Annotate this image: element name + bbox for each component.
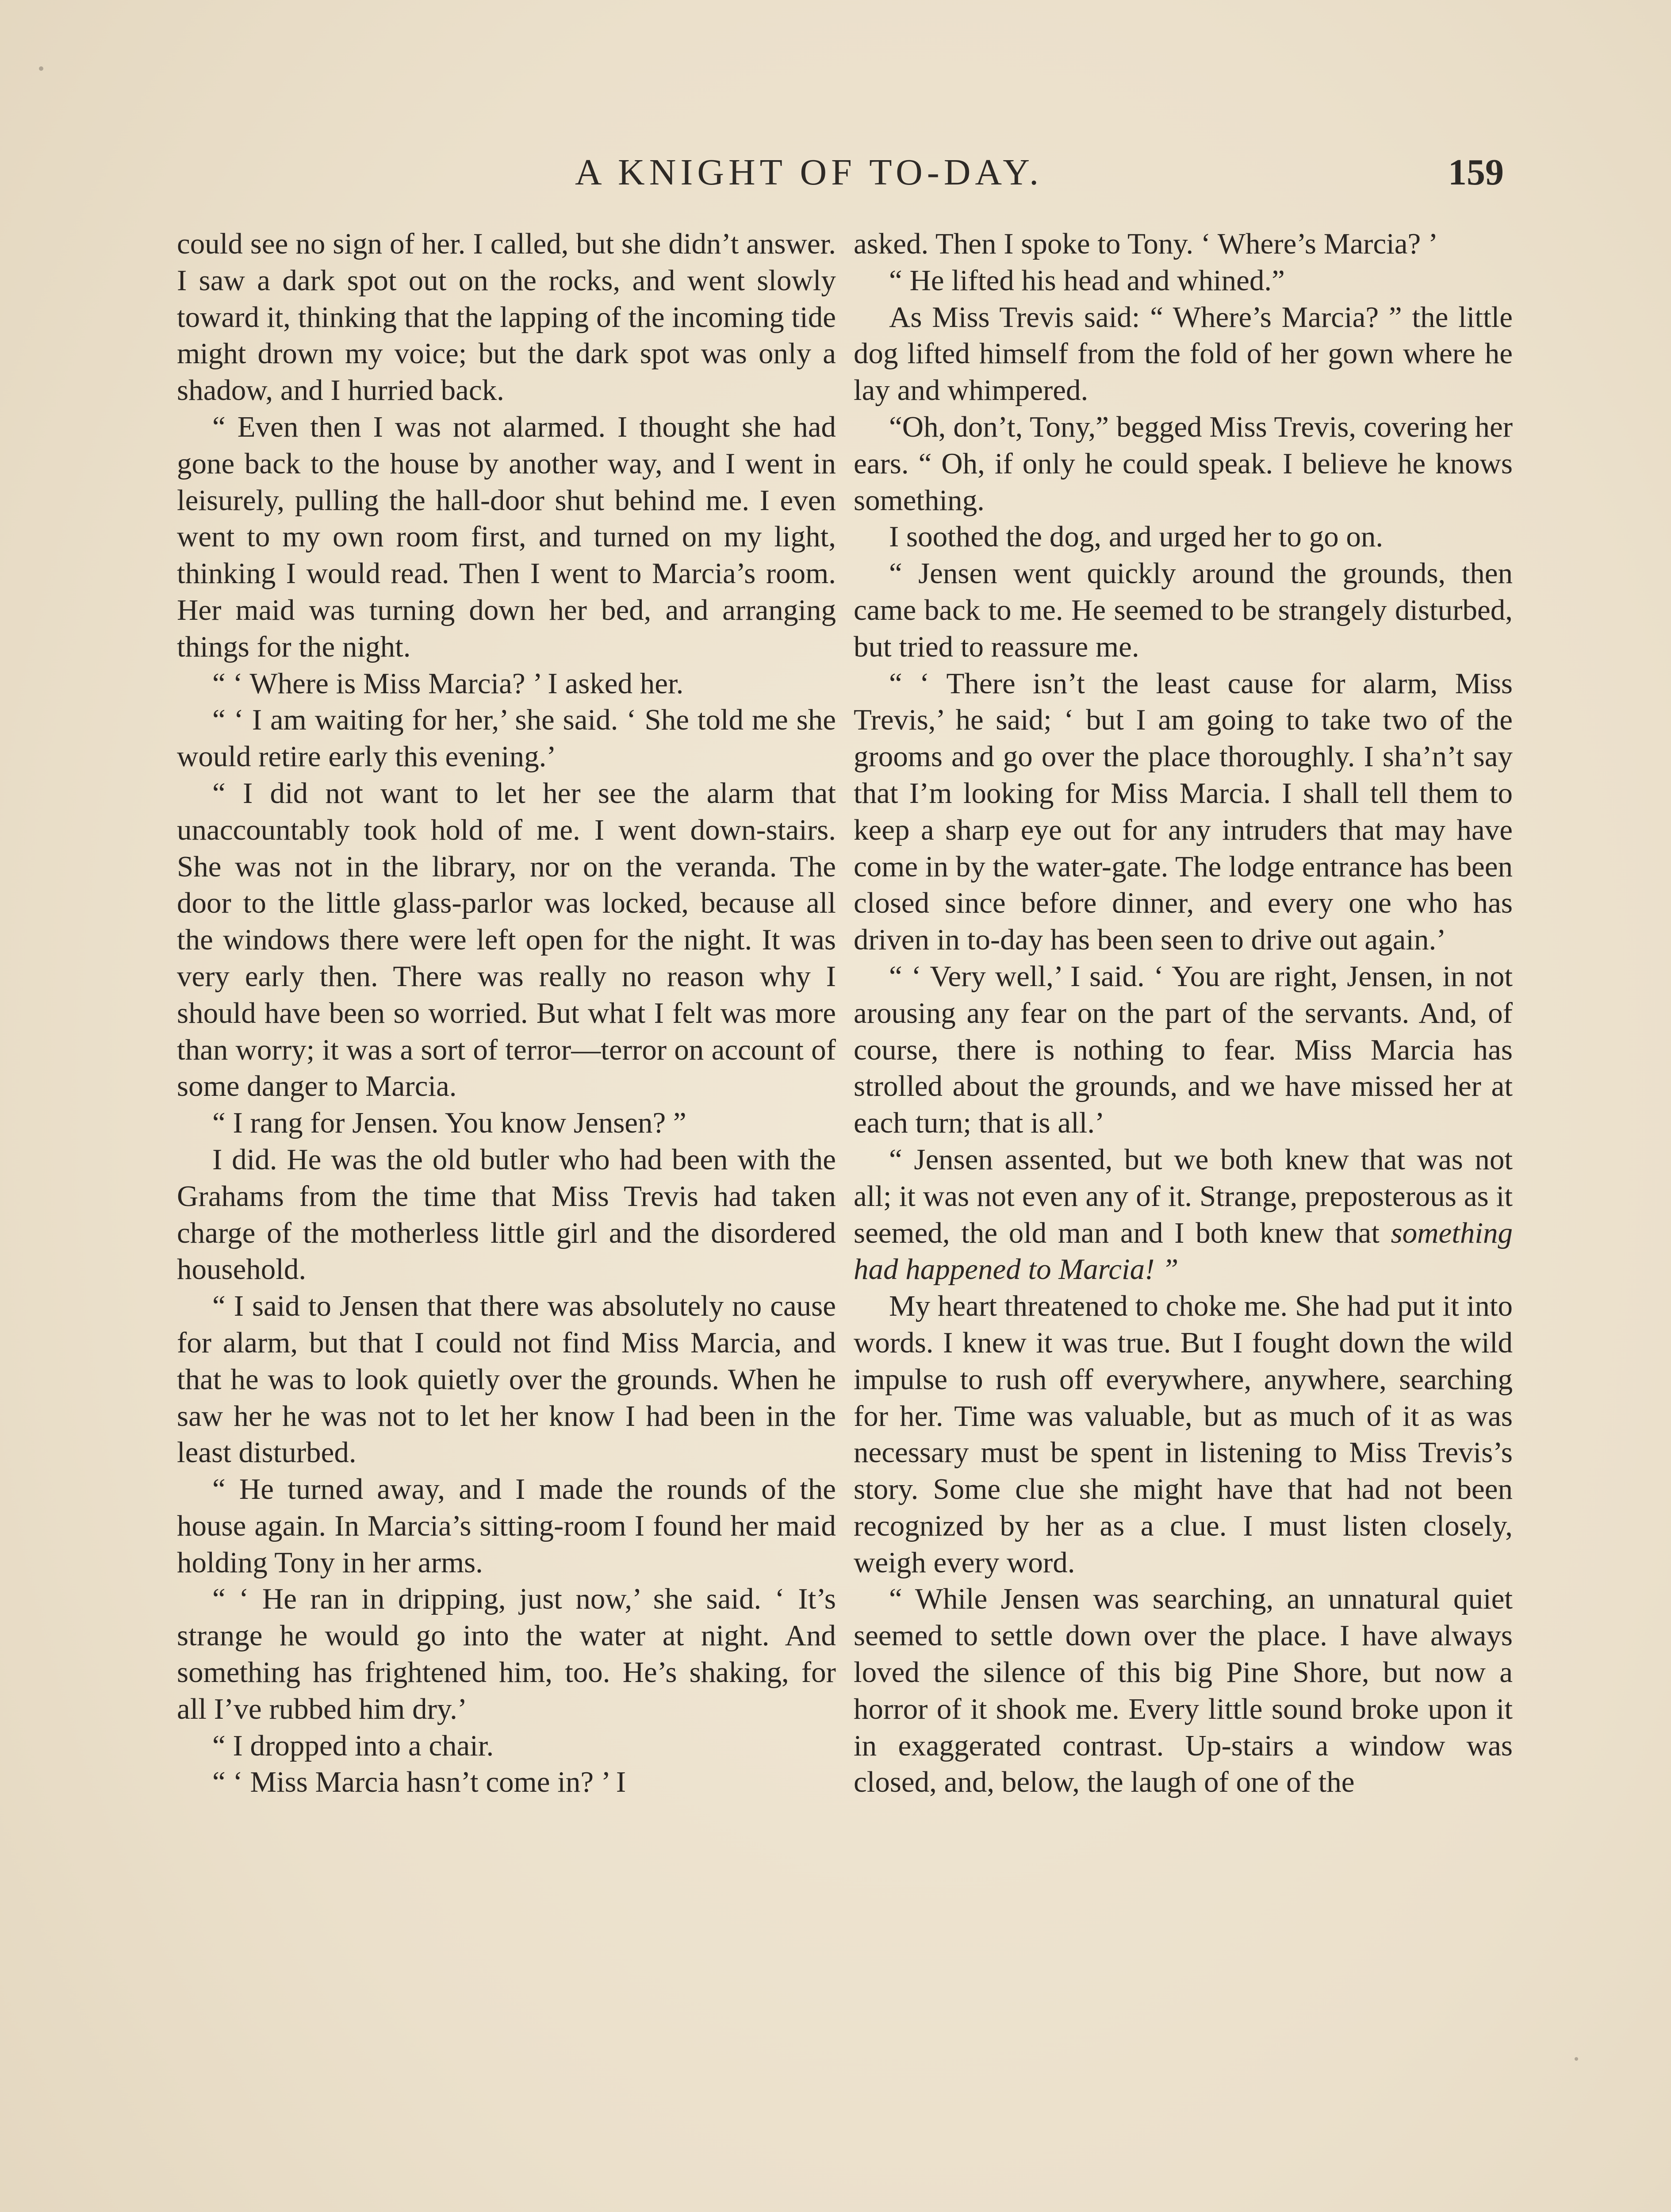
paragraph: “ Jensen went quickly around the grounds, then came back to me. He seemed to be strangely disturbed, but tried to reassure me. — [854, 557, 1513, 663]
paragraph: “ ‘ Where is Miss Marcia? ’ I asked her. — [212, 667, 684, 700]
paragraph: As Miss Trevis said: “ Where’s Marcia? ” the little dog lifted himself from the fold of her gown where he lay and whimpered. — [854, 300, 1513, 407]
paragraph: I did. He was the old butler who had been with the Grahams from the time that Miss Trevis had taken charge of the motherless little girl and the disordered household. — [177, 1143, 836, 1286]
paragraph: “ I did not want to let her see the alarm that unaccountably took hold of me. I went down-stairs. She was not in the library, nor on the veranda. The door to the little glass-parlor was locked, because all the windows there were left open for the night. It was very early then. There was really no reason why I should have been so worried. But what I felt was more than worry; it was a sort of terror—terror on account of some danger to Marcia. — [177, 776, 836, 1103]
paragraph: “ He turned away, and I made the rounds of the house again. In Marcia’s sitting-room I found her maid holding Tony in her arms. — [177, 1473, 836, 1579]
paragraph: “ ‘ Miss Marcia hasn’t come in? ’ I — [212, 1766, 626, 1799]
paragraph: asked. Then I spoke to Tony. ‘ Where’s Marcia? ’ — [854, 227, 1438, 260]
paragraph: “ Even then I was not alarmed. I thought she had gone back to the house by another way, and I went in leisurely, pulling the hall-door shut behind me. I even went to my own room first, and turned on my light, thinking I would read. Then I went to Marcia’s room. Her maid was turning down her bed, and arranging things for the night. — [177, 410, 836, 663]
paragraph: “ ‘ I am waiting for her,’ she said. ‘ She told me she would retire early this evening.’ — [177, 703, 836, 773]
paragraph: “ ‘ He ran in dripping, just now,’ she said. ‘ It’s strange he would go into the water at night. And something has frightened him, too. He’s shaking, for all I’ve rubbed him dry.’ — [177, 1582, 836, 1725]
paragraph: My heart threatened to choke me. She had put it into words. I knew it was true. But I fought down the wild impulse to rush off everywhere, anywhere, searching for her. Time was valuable, but as much of it as was necessary must be spent in listening to Miss Trevis’s story. Some clue she might have that had not been recognized by her as a clue. I must listen closely, weigh every word. — [854, 1290, 1513, 1579]
paragraph: could see no sign of her. I called, but she didn’t answer. I saw a dark spot out on the rocks, and went slowly toward it, thinking that the lapping of the incoming tide might drown my voice; but the dark spot was only a shadow, and I hurried back. — [177, 227, 836, 407]
paragraph: “ He lifted his head and whined.” — [889, 264, 1285, 297]
right-text-column — [854, 226, 1513, 2212]
paragraph: “ ‘ There isn’t the least cause for alarm, Miss Trevis,’ he said; ‘ but I am going to take two of the grooms and go over the place thoroughly. I sha’n’t say that I’m looking for Miss Marcia. I shall tell them to keep a sharp eye out for any intruders that may have come in by the water-gate. The lodge entrance has been closed since before dinner, and every one who has driven in to-day has been seen to drive out again.’ — [854, 667, 1513, 956]
paragraph: “ While Jensen was searching, an unnatural quiet seemed to settle down over the place. I have always loved the silence of this big Pine Shore, but now a horror of it shook me. Every little sound broke upon it in exaggerated contrast. Up-stairs a window was closed, and, below, the laugh of one of the — [854, 1582, 1513, 1799]
running-title: A KNIGHT OF TO-DAY. — [575, 152, 1043, 193]
paragraph: “ I said to Jensen that there was absolutely no cause for alarm, but that I could not find Miss Marcia, and that he was to look quietly over the grounds. When he saw her he was not to let her know I had been in the least disturbed. — [177, 1290, 836, 1469]
page-number: 159 — [1448, 152, 1504, 193]
paper-speck — [1575, 2057, 1578, 2061]
paragraph — [854, 1141, 1513, 1288]
paragraph-roman-text: “ Jensen assented, but we both knew that was not all; it was not even any of it. Strange, preposterous as it seemed, the old man and I both knew that — [854, 1143, 1513, 1249]
left-text-column — [177, 226, 836, 2212]
paragraph: “ ‘ Very well,’ I said. ‘ You are right, Jensen, in not arousing any fear on the part of the servants. And, of course, there is nothing to fear. Miss Marcia has strolled about the grounds, and we have missed her at each turn; that is all.’ — [854, 960, 1513, 1140]
paragraph: I soothed the dog, and urged her to go on. — [889, 520, 1384, 553]
paper-speck — [39, 66, 43, 71]
paragraph: “Oh, don’t, Tony,” begged Miss Trevis, covering her ears. “ Oh, if only he could speak. I believe he knows something. — [854, 410, 1513, 517]
paragraph: “ I rang for Jensen. You know Jensen? ” — [212, 1106, 686, 1140]
paragraph: “ I dropped into a chair. — [212, 1729, 494, 1762]
paragraph-italic-text: something had happened to Marcia! ” — [854, 1216, 1513, 1286]
